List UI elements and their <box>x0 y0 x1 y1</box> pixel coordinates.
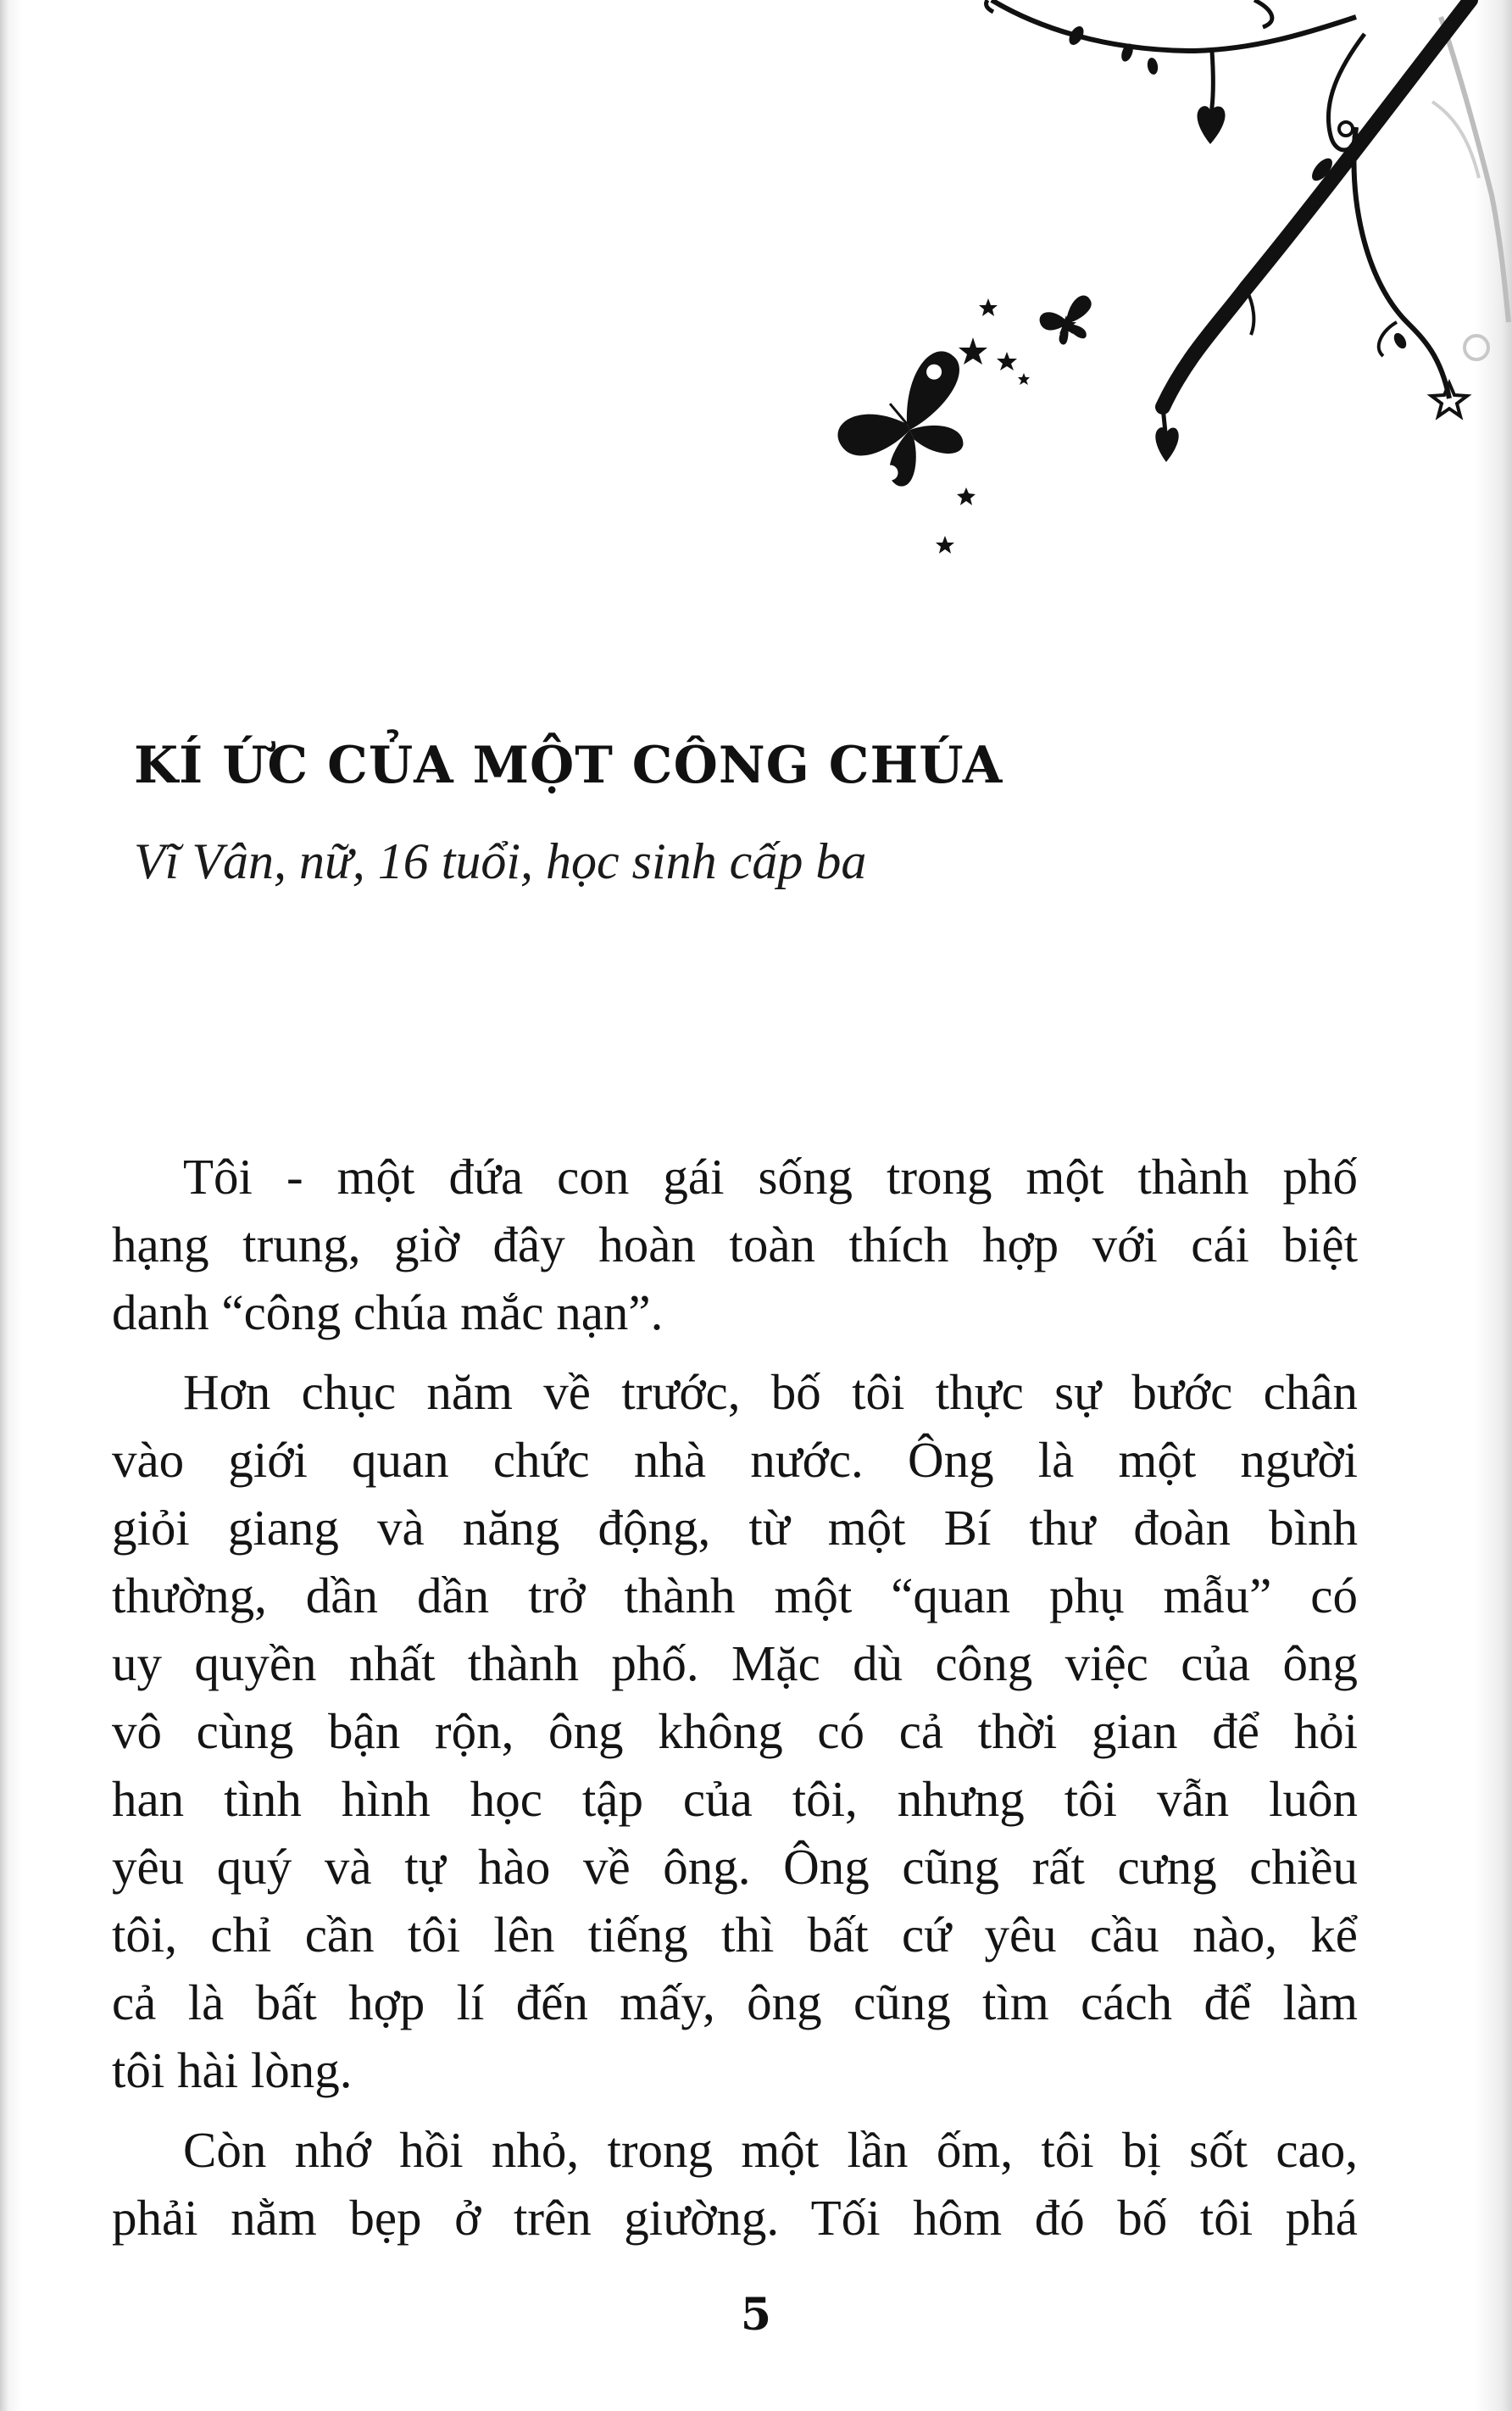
paragraph-2 <box>112 1358 1358 2104</box>
paragraph-1 <box>112 1143 1358 1346</box>
vine-butterfly-ornament-icon <box>0 0 1512 610</box>
text-line: uy quyền nhất thành phố. Mặc dù công việc của ông <box>112 1635 1358 1691</box>
text-line: tôi, chỉ cần tôi lên tiếng thì bất cứ yêu cầu nào, kể <box>112 1907 1358 1963</box>
text-line: giỏi giang và năng động, từ một Bí thư đoàn bình <box>112 1500 1358 1556</box>
text-line: Hơn chục năm về trước, bố tôi thực sự bước chân <box>183 1364 1358 1420</box>
text-line: Tôi - một đứa con gái sống trong một thành phố <box>183 1149 1358 1205</box>
page-number: 5 <box>740 2289 772 2341</box>
text-line: thường, dần dần trở thành một “quan phụ mẫu” có <box>112 1567 1358 1623</box>
text-line: hạng trung, giờ đây hoàn toàn thích hợp với cái biệt <box>112 1217 1358 1272</box>
text-line: danh “công chúa mắc nạn”. <box>112 1284 664 1340</box>
text-line: han tình hình học tập của tôi, nhưng tôi vẫn luôn <box>112 1771 1358 1827</box>
text-line: vô cùng bận rộn, ông không có cả thời gian để hỏi <box>112 1703 1358 1759</box>
chapter-title: KÍ ỨC CỦA MỘT CÔNG CHÚA <box>134 736 1003 795</box>
chapter-subtitle: Vĩ Vân, nữ, 16 tuổi, học sinh cấp ba <box>134 833 867 889</box>
body-text <box>112 1143 1358 2263</box>
text-line: yêu quý và tự hào về ông. Ông cũng rất cưng chiều <box>112 1839 1358 1895</box>
text-line: phải nằm bẹp ở trên giường. Tối hôm đó bố tôi phá <box>112 2190 1358 2246</box>
text-line: tôi hài lòng. <box>112 2042 353 2098</box>
paragraph-3 <box>112 2116 1358 2252</box>
text-line: cả là bất hợp lí đến mấy, ông cũng tìm cách để làm <box>112 1974 1358 2030</box>
text-line: vào giới quan chức nhà nước. Ông là một người <box>112 1432 1358 1488</box>
text-line: Còn nhớ hồi nhỏ, trong một lần ốm, tôi bị sốt cao, <box>183 2122 1358 2178</box>
